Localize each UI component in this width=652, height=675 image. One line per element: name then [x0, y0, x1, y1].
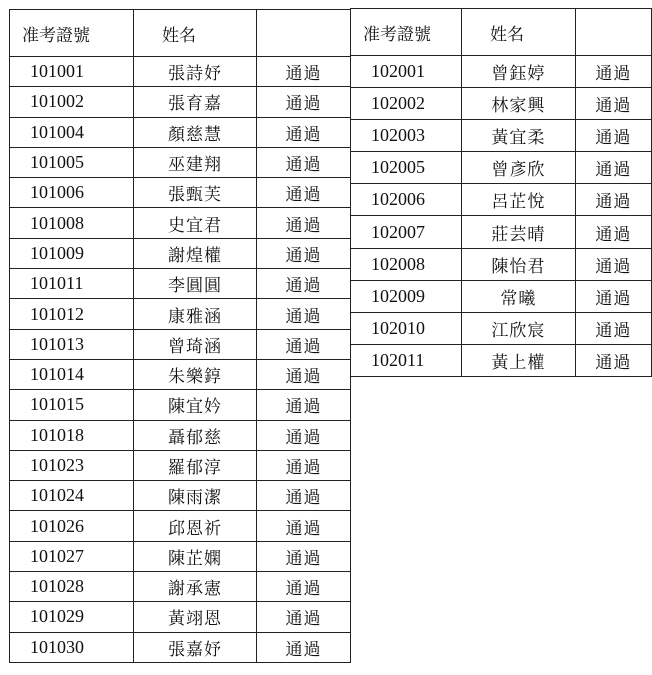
exam-number-cell: 101014 [10, 359, 134, 389]
header-name: 姓名 [134, 10, 257, 57]
header-row [351, 9, 652, 56]
name-cell: 陳宜妗 [134, 390, 257, 420]
exam-number-cell: 101023 [10, 450, 134, 480]
status-cell: 通過 [257, 390, 351, 420]
exam-number-cell: 102003 [351, 120, 462, 152]
status-cell: 通過 [575, 216, 651, 248]
status-cell: 通過 [257, 481, 351, 511]
name-cell: 曾彥欣 [462, 152, 576, 184]
table-row [351, 248, 652, 280]
exam-number-cell: 101026 [10, 511, 134, 541]
header-status [257, 10, 351, 57]
status-cell: 通過 [257, 238, 351, 268]
name-cell: 謝煌權 [134, 238, 257, 268]
table-row [10, 208, 351, 238]
table-body [10, 10, 351, 663]
name-cell: 朱樂錞 [134, 359, 257, 389]
exam-number-cell: 102001 [351, 56, 462, 88]
name-cell: 曾鈺婷 [462, 56, 576, 88]
status-cell: 通過 [257, 87, 351, 117]
table-row [10, 632, 351, 662]
name-cell: 顏慈慧 [134, 117, 257, 147]
table-row [10, 299, 351, 329]
exam-number-cell: 101005 [10, 147, 134, 177]
status-cell: 通過 [575, 280, 651, 312]
status-cell: 通過 [575, 344, 651, 376]
status-cell: 通過 [575, 312, 651, 344]
table-row [351, 56, 652, 88]
name-cell: 江欣宸 [462, 312, 576, 344]
exam-number-cell: 101013 [10, 329, 134, 359]
exam-number-cell: 101006 [10, 178, 134, 208]
exam-number-cell: 101028 [10, 572, 134, 602]
status-cell: 通過 [257, 57, 351, 87]
table-row [10, 117, 351, 147]
name-cell: 張育嘉 [134, 87, 257, 117]
name-cell: 張嘉妤 [134, 632, 257, 662]
table-row [10, 147, 351, 177]
status-cell: 通過 [257, 511, 351, 541]
status-cell: 通過 [257, 329, 351, 359]
table-row [351, 120, 652, 152]
exam-number-cell: 101011 [10, 269, 134, 299]
exam-number-cell: 102002 [351, 88, 462, 120]
table-row [10, 390, 351, 420]
header-exam-number: 准考證號 [351, 9, 462, 56]
table-row [351, 88, 652, 120]
status-cell: 通過 [575, 152, 651, 184]
status-cell: 通過 [257, 269, 351, 299]
status-cell: 通過 [257, 299, 351, 329]
table-row [10, 420, 351, 450]
exam-number-cell: 101008 [10, 208, 134, 238]
header-row [10, 10, 351, 57]
name-cell: 聶郁慈 [134, 420, 257, 450]
name-cell: 康雅涵 [134, 299, 257, 329]
exam-number-cell: 101024 [10, 481, 134, 511]
name-cell: 邱恩祈 [134, 511, 257, 541]
name-cell: 常曦 [462, 280, 576, 312]
status-cell: 通過 [257, 632, 351, 662]
status-cell: 通過 [257, 178, 351, 208]
name-cell: 張詩妤 [134, 57, 257, 87]
name-cell: 李圓圓 [134, 269, 257, 299]
exam-number-cell: 101004 [10, 117, 134, 147]
exam-number-cell: 101015 [10, 390, 134, 420]
exam-number-cell: 101029 [10, 602, 134, 632]
exam-number-cell: 101027 [10, 541, 134, 571]
header-status [575, 9, 651, 56]
name-cell: 陳芷嫻 [134, 541, 257, 571]
table-row [10, 87, 351, 117]
name-cell: 羅郁淳 [134, 450, 257, 480]
table-row [10, 178, 351, 208]
name-cell: 黃上權 [462, 344, 576, 376]
exam-number-cell: 101009 [10, 238, 134, 268]
name-cell: 史宜君 [134, 208, 257, 238]
header-exam-number: 准考證號 [10, 10, 134, 57]
exam-number-cell: 102005 [351, 152, 462, 184]
results-table-left [9, 9, 351, 663]
table-row [10, 572, 351, 602]
name-cell: 呂芷悅 [462, 184, 576, 216]
exam-number-cell: 102011 [351, 344, 462, 376]
status-cell: 通過 [257, 208, 351, 238]
table-body [351, 9, 652, 377]
table-row [10, 450, 351, 480]
table-row [10, 511, 351, 541]
exam-number-cell: 102008 [351, 248, 462, 280]
status-cell: 通過 [257, 602, 351, 632]
table-row [10, 57, 351, 87]
table-row [351, 344, 652, 376]
exam-number-cell: 101012 [10, 299, 134, 329]
status-cell: 通過 [575, 184, 651, 216]
table-row [351, 216, 652, 248]
exam-number-cell: 102010 [351, 312, 462, 344]
table-row [351, 280, 652, 312]
exam-number-cell: 101002 [10, 87, 134, 117]
name-cell: 張甄芙 [134, 178, 257, 208]
table-row [10, 541, 351, 571]
name-cell: 陳怡君 [462, 248, 576, 280]
exam-number-cell: 102007 [351, 216, 462, 248]
exam-number-cell: 101018 [10, 420, 134, 450]
status-cell: 通過 [575, 120, 651, 152]
status-cell: 通過 [257, 420, 351, 450]
table-row [10, 329, 351, 359]
header-name: 姓名 [462, 9, 576, 56]
name-cell: 黃翊恩 [134, 602, 257, 632]
exam-number-cell: 102006 [351, 184, 462, 216]
table-row [10, 359, 351, 389]
table-row [10, 269, 351, 299]
status-cell: 通過 [575, 248, 651, 280]
name-cell: 曾琦涵 [134, 329, 257, 359]
table-row [10, 602, 351, 632]
status-cell: 通過 [257, 541, 351, 571]
results-table-right [350, 8, 652, 377]
status-cell: 通過 [257, 117, 351, 147]
exam-number-cell: 101001 [10, 57, 134, 87]
exam-number-cell: 101030 [10, 632, 134, 662]
status-cell: 通過 [257, 147, 351, 177]
table-row [351, 312, 652, 344]
table-row [351, 152, 652, 184]
table-row [10, 238, 351, 268]
name-cell: 莊芸晴 [462, 216, 576, 248]
exam-number-cell: 102009 [351, 280, 462, 312]
status-cell: 通過 [257, 359, 351, 389]
table-row [351, 184, 652, 216]
name-cell: 林家興 [462, 88, 576, 120]
name-cell: 巫建翔 [134, 147, 257, 177]
name-cell: 謝承憲 [134, 572, 257, 602]
name-cell: 陳雨潔 [134, 481, 257, 511]
status-cell: 通過 [575, 88, 651, 120]
table-row [10, 481, 351, 511]
status-cell: 通過 [257, 572, 351, 602]
status-cell: 通過 [575, 56, 651, 88]
status-cell: 通過 [257, 450, 351, 480]
name-cell: 黃宜柔 [462, 120, 576, 152]
